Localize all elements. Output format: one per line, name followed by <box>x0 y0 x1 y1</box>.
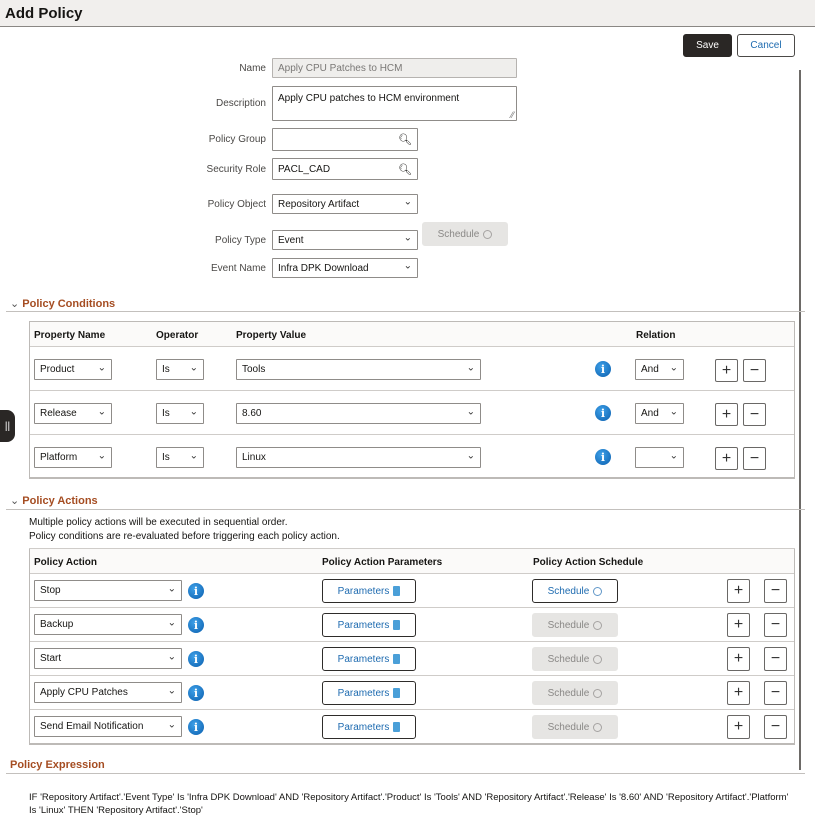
clock-icon <box>593 621 602 630</box>
clock-icon <box>593 689 602 698</box>
remove-action-button[interactable]: − <box>764 715 787 739</box>
name-label: Name <box>239 63 266 74</box>
remove-row-button[interactable]: − <box>743 447 766 470</box>
policy-type-select[interactable]: Event ⌄ <box>272 230 418 250</box>
action-row <box>30 574 794 608</box>
col-policy-action: Policy Action <box>34 557 97 568</box>
page-title: Add Policy <box>5 5 83 22</box>
event-name-select[interactable]: Infra DPK Download ⌄ <box>272 258 418 278</box>
property-name-select[interactable]: Release ⌄ <box>34 403 112 424</box>
add-row-button[interactable]: + <box>715 359 738 382</box>
security-role-label: Security Role <box>206 164 266 175</box>
description-field[interactable] <box>272 86 517 121</box>
action-row <box>30 608 794 642</box>
add-action-button[interactable]: + <box>727 715 750 739</box>
schedule-button[interactable] <box>532 681 618 705</box>
clock-icon <box>593 723 602 732</box>
schedule-label: Schedule <box>437 228 480 240</box>
policy-action-select[interactable]: Apply CPU Patches ⌄ <box>34 682 182 703</box>
parameters-label: Parameters <box>337 619 390 631</box>
policy-conditions-header[interactable] <box>10 297 115 310</box>
save-button[interactable]: Save <box>683 34 732 57</box>
clipboard-icon <box>393 722 400 732</box>
remove-action-button[interactable]: − <box>764 613 787 637</box>
condition-row <box>30 435 794 479</box>
description-text: Apply CPU patches to HCM environment <box>278 93 460 104</box>
description-label: Description <box>215 98 266 109</box>
policy-actions-header[interactable] <box>10 494 98 507</box>
section-title: Policy Actions <box>22 495 98 507</box>
info-icon[interactable]: i <box>188 685 204 701</box>
col-schedule: Policy Action Schedule <box>533 557 644 568</box>
chevron-down-icon: ⌄ <box>10 298 23 310</box>
clock-icon <box>483 230 492 239</box>
event-name-label: Event Name <box>210 263 266 274</box>
divider <box>6 509 805 510</box>
parameters-button[interactable] <box>322 579 416 603</box>
clipboard-icon <box>393 620 400 630</box>
info-icon[interactable]: i <box>595 361 611 377</box>
clock-icon <box>593 655 602 664</box>
schedule-button[interactable] <box>532 647 618 671</box>
info-icon[interactable]: i <box>188 651 204 667</box>
col-property-value: Property Value <box>236 330 307 341</box>
policy-type-label: Policy Type <box>215 235 266 246</box>
property-name-select[interactable]: Product ⌄ <box>34 359 112 380</box>
policy-action-select[interactable]: Start ⌄ <box>34 648 182 669</box>
relation-select[interactable]: And ⌄ <box>635 403 684 424</box>
name-field[interactable]: Apply CPU Patches to HCM <box>272 58 517 78</box>
divider <box>6 773 805 774</box>
parameters-button[interactable] <box>322 715 416 739</box>
schedule-label: Schedule <box>547 653 590 665</box>
policy-action-select[interactable]: Stop ⌄ <box>34 580 182 601</box>
policy-object-select[interactable]: Repository Artifact ⌄ <box>272 194 418 214</box>
table-header <box>30 549 794 574</box>
schedule-button[interactable] <box>532 579 618 603</box>
actions-note-2: Policy conditions are re-evaluated before triggering each policy action. <box>29 531 340 542</box>
schedule-label: Schedule <box>547 687 590 699</box>
relation-select[interactable] <box>635 447 684 468</box>
action-row <box>30 676 794 710</box>
col-operator: Operator <box>156 330 199 341</box>
schedule-button[interactable] <box>532 613 618 637</box>
col-relation: Relation <box>636 330 676 341</box>
parameters-label: Parameters <box>337 653 390 665</box>
property-value-select[interactable]: Tools ⌄ <box>236 359 481 380</box>
parameters-label: Parameters <box>337 585 390 597</box>
actions-table <box>29 549 795 745</box>
cancel-button[interactable]: Cancel <box>737 34 795 57</box>
schedule-button[interactable] <box>532 715 618 739</box>
remove-row-button[interactable]: − <box>743 403 766 426</box>
section-title: Policy Conditions <box>22 298 116 310</box>
conditions-table <box>29 321 795 479</box>
action-row <box>30 642 794 676</box>
schedule-label: Schedule <box>547 619 590 631</box>
parameters-button[interactable] <box>322 613 416 637</box>
condition-row <box>30 347 794 391</box>
property-value-select[interactable]: Linux ⌄ <box>236 447 481 468</box>
action-row <box>30 710 794 744</box>
divider <box>6 311 805 312</box>
policy-expression-text: IF 'Repository Artifact'.'Event Type' Is 'Infra DPK Download' AND 'Repository Artifact'.'Product' Is 'Tools' AND 'Repository Artifact'.'Release' Is '8.60' AND 'Repository Artifact'.'Platform' Is 'Linux' THEN 'Repository Artifact'.'Stop' <box>29 792 789 816</box>
operator-select[interactable]: Is ⌄ <box>156 359 204 380</box>
col-parameters: Policy Action Parameters <box>322 557 443 568</box>
col-property-name: Property Name <box>34 330 106 341</box>
clipboard-icon <box>393 586 400 596</box>
property-value-select[interactable]: 8.60 ⌄ <box>236 403 481 424</box>
info-icon[interactable]: i <box>188 617 204 633</box>
parameters-label: Parameters <box>337 687 390 699</box>
parameters-label: Parameters <box>337 721 390 733</box>
add-row-button[interactable]: + <box>715 403 738 426</box>
search-icon[interactable]: 🔍︎ <box>398 164 412 176</box>
info-icon[interactable]: i <box>188 719 204 735</box>
search-icon[interactable]: 🔍︎ <box>398 134 412 146</box>
operator-select[interactable]: Is ⌄ <box>156 447 204 468</box>
info-icon[interactable]: i <box>595 449 611 465</box>
remove-action-button[interactable]: − <box>764 579 787 603</box>
operator-select[interactable]: Is ⌄ <box>156 403 204 424</box>
add-row-button[interactable]: + <box>715 447 738 470</box>
actions-note-1: Multiple policy actions will be executed in sequential order. <box>29 517 288 528</box>
property-name-select[interactable]: Platform ⌄ <box>34 447 112 468</box>
add-action-button[interactable]: + <box>727 579 750 603</box>
resize-handle-icon[interactable]: ⁄⁄ <box>510 110 514 120</box>
remove-action-button[interactable]: − <box>764 647 787 671</box>
remove-action-button[interactable]: − <box>764 681 787 705</box>
policy-action-select[interactable]: Backup ⌄ <box>34 614 182 635</box>
policy-expression-header: Policy Expression <box>10 759 105 771</box>
clipboard-icon <box>393 654 400 664</box>
policy-group-label: Policy Group <box>208 134 266 145</box>
relation-select[interactable]: And ⌄ <box>635 359 684 380</box>
add-action-button[interactable]: + <box>727 647 750 671</box>
schedule-label: Schedule <box>547 721 590 733</box>
add-action-button[interactable]: + <box>727 681 750 705</box>
side-panel-handle[interactable]: || <box>0 410 15 442</box>
security-role-value: PACL_CAD <box>278 163 331 175</box>
page-header <box>0 0 815 27</box>
scrollbar[interactable] <box>799 70 801 770</box>
info-icon[interactable]: i <box>595 405 611 421</box>
parameters-button[interactable] <box>322 681 416 705</box>
add-action-button[interactable]: + <box>727 613 750 637</box>
table-header <box>30 322 794 347</box>
condition-row <box>30 391 794 435</box>
security-role-input[interactable] <box>272 158 418 180</box>
policy-group-input[interactable] <box>272 128 418 151</box>
policy-schedule-button[interactable] <box>422 222 508 246</box>
policy-object-label: Policy Object <box>207 199 266 210</box>
clock-icon <box>593 587 602 596</box>
parameters-button[interactable] <box>322 647 416 671</box>
schedule-label: Schedule <box>547 585 590 597</box>
policy-action-select[interactable]: Send Email Notification ⌄ <box>34 716 182 737</box>
remove-row-button[interactable]: − <box>743 359 766 382</box>
clipboard-icon <box>393 688 400 698</box>
info-icon[interactable]: i <box>188 583 204 599</box>
chevron-down-icon: ⌄ <box>10 495 23 507</box>
